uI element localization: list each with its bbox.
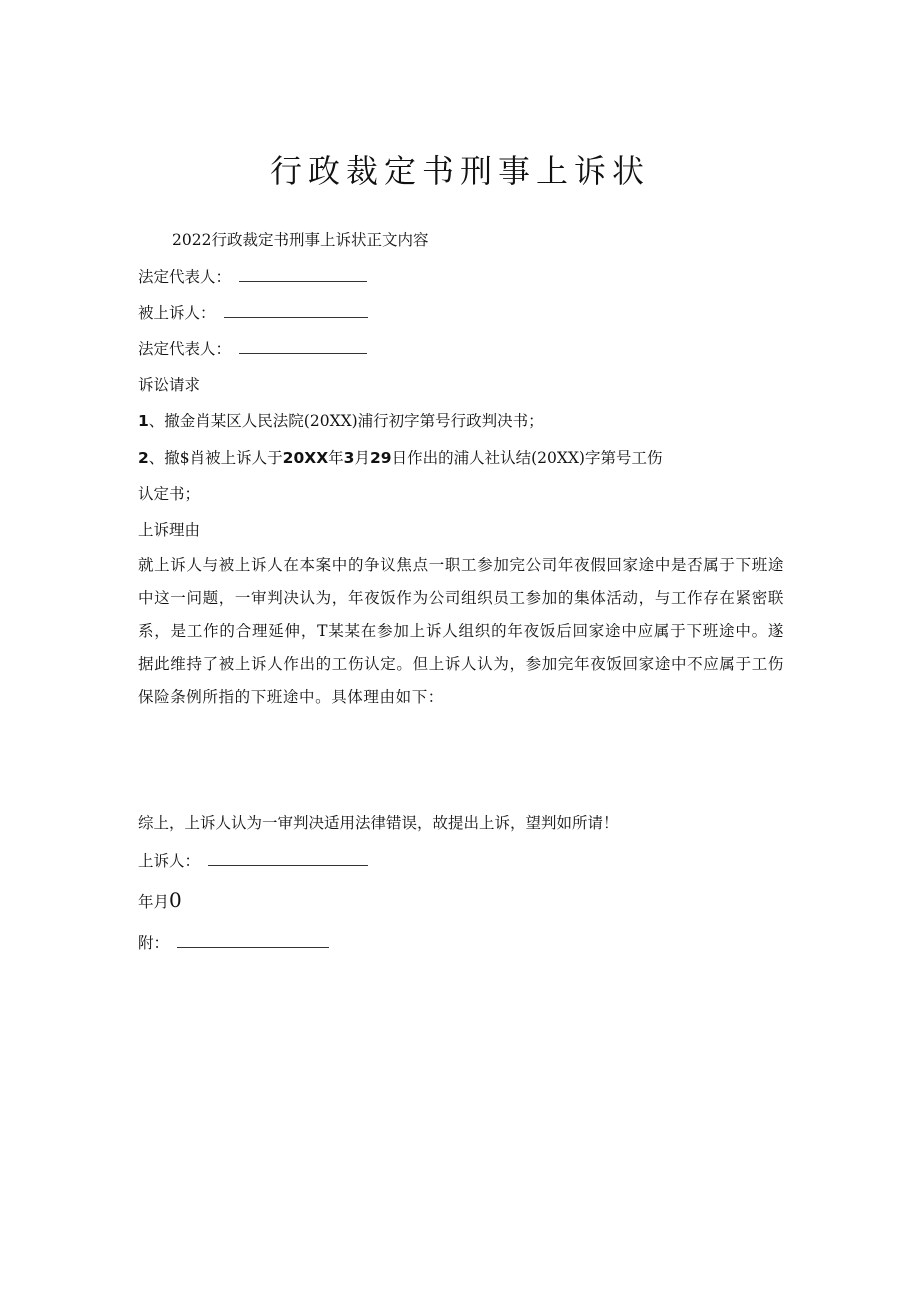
legal-rep-label-2: 法定代表人：	[138, 340, 232, 358]
claim-2-year-unit: 年	[328, 449, 344, 467]
date-label: 年月	[138, 893, 170, 911]
document-title: 行政裁定书刑事上诉状	[269, 152, 650, 190]
appellee-line	[138, 302, 368, 324]
claim-2-number: 2	[138, 449, 149, 467]
claim-2-text-a: 、撤$肖被上诉人于	[148, 449, 283, 467]
appellant-blank[interactable]	[208, 851, 368, 866]
claim-2-month-unit: 月	[354, 449, 370, 467]
claim-item-1	[138, 410, 544, 432]
conclusion: 综上，上诉人认为一审判决适用法律错误，故提出上诉，望判如所请！	[138, 814, 619, 832]
reasons-body: 就上诉人与被上诉人在本案中的争议焦点一职工参加完公司年夜假回家途中是否属于下班途中这一问题，一审判决认为，年夜饭作为公司组织员工参加的集体活动，与工作存在紧密联系，是工作的合理延伸，T某某在参加上诉人组织的年夜饭后回家途中应属于下班途中。遂据此维持了被上诉人作出的工伤认定。但上诉人认为，参加完年夜饭回家途中不应属于工伤保险条例所指的下班途中。具体理由如下：	[138, 556, 784, 706]
appellant-line	[138, 850, 368, 872]
appellee-label: 被上诉人：	[138, 304, 216, 322]
reasons-heading: 上诉理由	[138, 521, 201, 539]
claim-2-month: 3	[343, 449, 355, 467]
claim-1-text: 、撤金肖某区人民法院(20XX)浦行初字第号行政判决书；	[148, 412, 544, 430]
claim-2-year: 20XX	[282, 449, 329, 467]
legal-rep-blank-1[interactable]	[239, 267, 367, 282]
appellant-label: 上诉人：	[138, 852, 201, 870]
attachment-blank[interactable]	[177, 933, 329, 948]
legal-rep-label-1: 法定代表人：	[138, 268, 232, 286]
legal-rep-line-2	[138, 338, 367, 360]
claim-2-day: 29	[369, 449, 392, 467]
attachment-line	[138, 932, 329, 954]
legal-rep-line-1	[138, 266, 367, 288]
claim-1-number: 1	[138, 412, 149, 430]
document-subtitle	[172, 229, 428, 251]
claims-heading: 诉讼请求	[138, 376, 201, 394]
legal-rep-blank-2[interactable]	[239, 339, 367, 354]
attachment-label: 附：	[138, 934, 170, 952]
claim-item-2	[138, 447, 662, 469]
claim-2-continuation: 认定书；	[138, 485, 201, 503]
subtitle-text: 2022行政裁定书刑事上诉状正文内容	[172, 231, 429, 249]
date-zero: 0	[169, 888, 182, 912]
claim-2-text-g: 日作出的浦人社认结(20XX)字第号工伤	[391, 449, 663, 467]
appellee-blank[interactable]	[224, 303, 368, 318]
date-line	[138, 889, 182, 913]
